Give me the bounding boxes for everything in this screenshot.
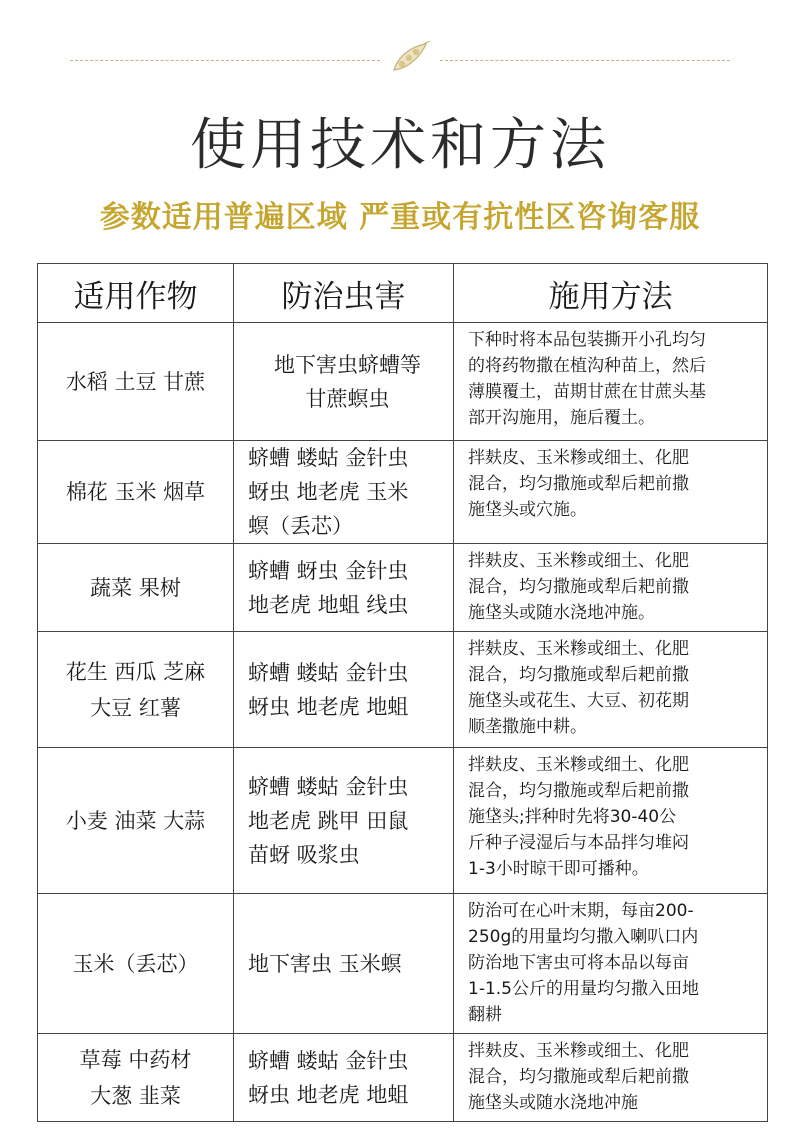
crop-cell xyxy=(38,323,234,441)
pest-text: 蛴螬 蝼蛄 金针虫 地老虎 跳甲 田鼠 苗蚜 吸浆虫 xyxy=(248,774,409,867)
table-row xyxy=(38,544,768,632)
crop-cell xyxy=(38,544,234,632)
crop-text: 水稻 土豆 甘蔗 xyxy=(65,369,206,394)
method-text: 拌麸皮、玉米糁或细土、化肥 混合，均匀撒施或犁后耙前撒 施垡头或随水浇地冲施。 xyxy=(468,551,689,623)
method-cell xyxy=(454,894,768,1034)
method-text: 拌麸皮、玉米糁或细土、化肥 混合，均匀撒施或犁后耙前撒 施垡头或花生、大豆、初花期 顺垄撒施中耕。 xyxy=(468,639,689,737)
pest-text: 蛴螬 蚜虫 金针虫 地老虎 地蛆 线虫 xyxy=(248,558,409,617)
method-cell xyxy=(454,544,768,632)
header-method: 施用方法 xyxy=(454,264,768,323)
method-text: 拌麸皮、玉米糁或细土、化肥 混合，均匀撒施或犁后耙前撒 施垡头或穴施。 xyxy=(468,448,689,520)
crop-text: 棉花 玉米 烟草 xyxy=(65,480,206,504)
page-subtitle: 参数适用普遍区域 严重或有抗性区咨询客服 xyxy=(99,200,701,235)
pest-cell xyxy=(234,894,454,1034)
table-row xyxy=(38,441,768,544)
crop-cell xyxy=(38,894,234,1034)
pest-cell xyxy=(234,323,454,441)
pest-text: 地下害虫蛴螬等 甘蔗螟虫 xyxy=(274,352,421,411)
table-row xyxy=(38,748,768,894)
top-divider-right xyxy=(440,60,730,61)
crop-cell xyxy=(38,632,234,748)
table-row xyxy=(38,323,768,441)
table-row xyxy=(38,1034,768,1122)
method-cell xyxy=(454,1034,768,1122)
method-cell xyxy=(454,441,768,544)
table-row xyxy=(38,894,768,1034)
pest-text: 地下害虫 玉米螟 xyxy=(248,951,402,976)
method-text: 拌麸皮、玉米糁或细土、化肥 混合，均匀撒施或犁后耙前撒 施垡头;拌种时先将30-40公 斤种子浸湿后与本品拌匀堆闷 1-3小时晾干即可播种。 xyxy=(468,755,689,879)
method-text: 下种时将本品包装撕开小孔均匀 的将药物撒在植沟种苗上，然后 薄膜覆土，苗期甘蔗在甘蔗头基 部开沟施用，施后覆土。 xyxy=(468,330,706,428)
pest-text: 蛴螬 蝼蛄 金针虫 蚜虫 地老虎 地蛆 xyxy=(248,1048,409,1107)
table-row xyxy=(38,632,768,748)
method-cell xyxy=(454,748,768,894)
page-title: 使用技术和方法 xyxy=(190,113,610,178)
crop-cell xyxy=(38,441,234,544)
method-text: 拌麸皮、玉米糁或细土、化肥 混合，均匀撒施或犁后耙前撒 施垡头或随水浇地冲施 xyxy=(468,1041,689,1113)
header-crop: 适用作物 xyxy=(38,264,234,323)
crop-text: 蔬菜 果树 xyxy=(90,575,181,600)
pest-cell xyxy=(234,632,454,748)
usage-table xyxy=(37,263,768,1122)
crop-text: 花生 西瓜 芝麻 大豆 红薯 xyxy=(65,659,206,720)
header-pest: 防治虫害 xyxy=(234,264,454,323)
method-text: 防治可在心叶末期，每亩200- 250g的用量均匀撒入喇叭口内 防治地下害虫可将本品以每亩 1-1.5公斤的用量均匀撒入田地 翻耕 xyxy=(468,901,699,1025)
crop-text: 草莓 中药材 大葱 韭菜 xyxy=(79,1047,192,1108)
pest-cell xyxy=(234,544,454,632)
pea-pod-icon xyxy=(388,40,432,76)
pest-cell xyxy=(234,441,454,544)
pest-text: 蛴螬 蝼蛄 金针虫 蚜虫 地老虎 地蛆 xyxy=(248,660,409,719)
pest-cell xyxy=(234,748,454,894)
table-header-row xyxy=(38,264,768,323)
pest-cell xyxy=(234,1034,454,1122)
pest-text: 蛴螬 蝼蛄 金针虫 蚜虫 地老虎 玉米 螟（丢芯） xyxy=(248,446,409,538)
method-cell xyxy=(454,632,768,748)
crop-cell xyxy=(38,748,234,894)
crop-text: 小麦 油菜 大蒜 xyxy=(65,808,206,833)
crop-text: 玉米（丢芯） xyxy=(72,951,199,976)
top-divider-left xyxy=(70,60,380,61)
method-cell xyxy=(454,323,768,441)
crop-cell xyxy=(38,1034,234,1122)
